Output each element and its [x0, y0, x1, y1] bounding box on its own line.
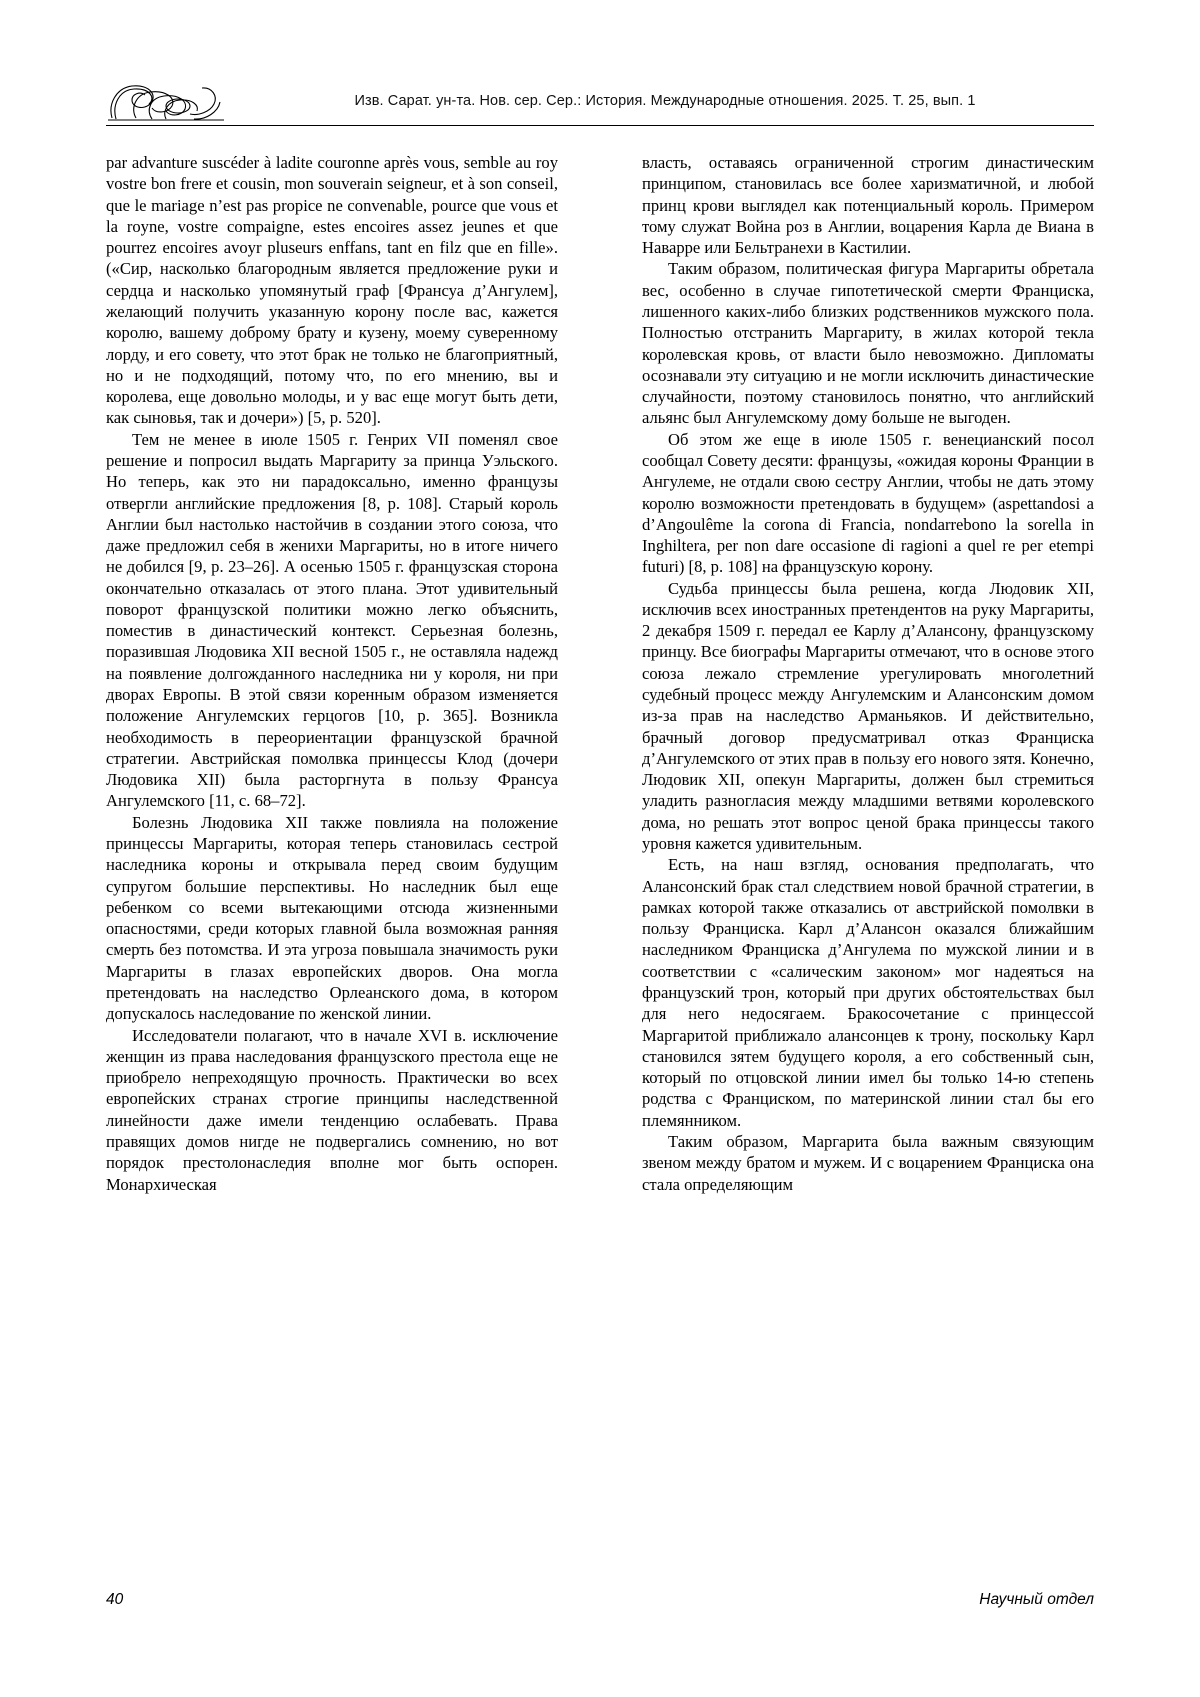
- article-body: [106, 152, 1094, 1482]
- paragraph: власть, оставаясь ограниченной строгим династическим принципом, становилась все более харизматичной, и любой принц крови выглядел как потенциальный король. Примером тому служат Война роз в Англии, воцарения Карла де Виана в Наварре или Бельтранехи в Кастилии.: [642, 153, 1094, 258]
- footer-section-label: Научный отдел: [979, 1591, 1094, 1608]
- right-column: [642, 152, 1094, 1482]
- paragraph: Таким образом, Маргарита была важным связующим звеном между братом и мужем. И с воцарением Франциска она стала определяющим: [642, 1131, 1094, 1194]
- page-number: 40: [106, 1591, 124, 1608]
- running-head-title: Изв. Сарат. ун-та. Нов. сер. Сер.: История. Международные отношения. 2025. Т. 25, вып. 1: [354, 93, 976, 109]
- paragraph: Болезнь Людовика XII также повлияла на положение принцессы Маргариты, которая теперь становилась сестрой наследника короны и открывала перед своим будущим супругом большие перспективы. Но наследник был еще ребенком со всеми вытекающими отсюда жизненными опасностями, среди которых главной была возможная ранняя смерть без потомства. И эта угроза повышала значимость руки Маргариты в глазах европейских дворов. Она могла претендовать на наследство Орлеанского дома, в котором допускалось наследование по женской линии.: [106, 812, 558, 1024]
- paragraph: Тем не менее в июле 1505 г. Генрих VII поменял свое решение и попросил выдать Маргариту за принца Уэльского. Но теперь, как это ни парадоксально, именно французы отвергли английские предложения [8, p. 108]. Старый король Англии был настолько настойчив в создании этого союза, что даже предложил себя в женихи Маргариты, но в итоге ничего не добился [9, p. 23–26]. А осенью 1505 г. французская сторона окончательно отказалась от этого плана. Этот удивительный поворот французской политики можно легко объяснить, поместив в династический контекст. Серьезная болезнь, поразившая Людовика XII весной 1505 г., не оставляла надежд на появление долгожданного наследника ни у короля, ни при дворах Европы. В этой связи коренным образом изменяется положение Ангулемских герцогов [10, p. 365]. Возникла необходимость в переориентации французской брачной стратегии. Австрийская помолвка принцессы Клод (дочери Людовика XII) была расторгнута в пользу Франсуа Ангулемского [11, с. 68–72].: [106, 429, 558, 811]
- paragraph: Есть, на наш взгляд, основания предполагать, что Алансонский брак стал следствием новой брачной стратегии, в рамках которой также отказались от австрийской помолвки в пользу Франциска. Карл д’Алансон оказался ближайшим наследником Франциска д’Ангулема по мужской линии и в соответствии с «салическим законом» мог надеяться на французский трон, который при других обстоятельствах был для него недосягаем. Бракосочетание с принцессой Маргаритой приближало алансонцев к трону, поскольку Карл становился зятем будущего короля, а его собственный сын, который по отцовской линии имел бы только 14-ю степень родства с Франциском, по материнской линии стал бы его племянником.: [642, 855, 1094, 1130]
- page-footer: [106, 1591, 1094, 1609]
- journal-emblem: [106, 78, 226, 124]
- paragraph: Исследователи полагают, что в начале XVI в. исключение женщин из права наследования французского престола еще не приобрело непреходящую прочность. Практически во всех европейских странах строгие принципы наследственной линейности даже имели тенденцию ослабевать. Права правящих домов нигде не подвергались сомнению, но вот порядок престолонаследия вполне мог быть оспорен. Монархическая: [106, 1025, 558, 1194]
- paragraph: Таким образом, политическая фигура Маргариты обретала вес, особенно в случае гипотетической смерти Франциска, лишенного каких-либо близких родственников мужского пола. Полностью отстранить Маргариту, в жилах которой текла королевская кровь, от власти было невозможно. Дипломаты осознавали эту ситуацию и не могли исключить династические случайности, поэтому становилось понятно, что английский альянс был Ангулемскому дому больше не выгоден.: [642, 259, 1094, 428]
- paragraph: par advanture suscéder à ladite couronne après vous, semble au roy vostre bon frere et cousin, mon souverain seigneur, et à son conseil, que le mariage n’est pas propice ne convenable, pource que vous et la royne, vostre compaigne, estes encoires assez jeunes et que pourrez encoires avoyr pluseurs enffans, tant en filz que en fille». («Сир, насколько благородным является предложение руки и сердца и насколько упомянутый граф [Франсуа д’Ангулем], желающий получить указанную корону после вас, кажется королю, вашему доброму брату и кузену, моему суверенному лорду, и его совету, что этот брак не только не благоприятный, но и не подходящий, потому что, по его мнению, вы и королева, еще довольно молоды, и у вас еще могут быть дети, как сыновья, так и дочери») [5, p. 520].: [106, 153, 558, 428]
- paragraph: Судьба принцессы была решена, когда Людовик XII, исключив всех иностранных претендентов на руку Маргариты, 2 декабря 1509 г. передал ее Карлу д’Алансону, французскому принцу. Все биографы Маргариты отмечают, что в основе этого союза лежало стремление урегулировать многолетний судебный процесс между Ангулемским и Алансонским домом из-за прав на наследство Арманьяков. И действительно, брачный договор предусматривал отказ Франциска д’Ангулемского от этих прав в пользу его нового зятя. Конечно, Людовик XII, опекун Маргариты, должен был стремиться уладить разногласия между младшими ветвями королевского дома, но решать этот вопрос ценой брака принцессы такого уровня кажется удивительным.: [642, 578, 1094, 853]
- left-column: [106, 152, 558, 1482]
- page-header: [106, 78, 1094, 124]
- header-divider: [106, 125, 1094, 126]
- paragraph: Об этом же еще в июле 1505 г. венецианский посол сообщал Совету десяти: французы, «ожидая короны Франции в Ангулеме, не отдали свою сестру Англии, чтобы не дать этому королю возможности претендовать в будущем» (aspettandosi a d’Angoulême la corona di Francia, nondarrebono la sorella in Inghiltera, per non dare occasione di ragioni a quel re per etempi futuri) [8, p. 108] на французскую корону.: [642, 429, 1094, 577]
